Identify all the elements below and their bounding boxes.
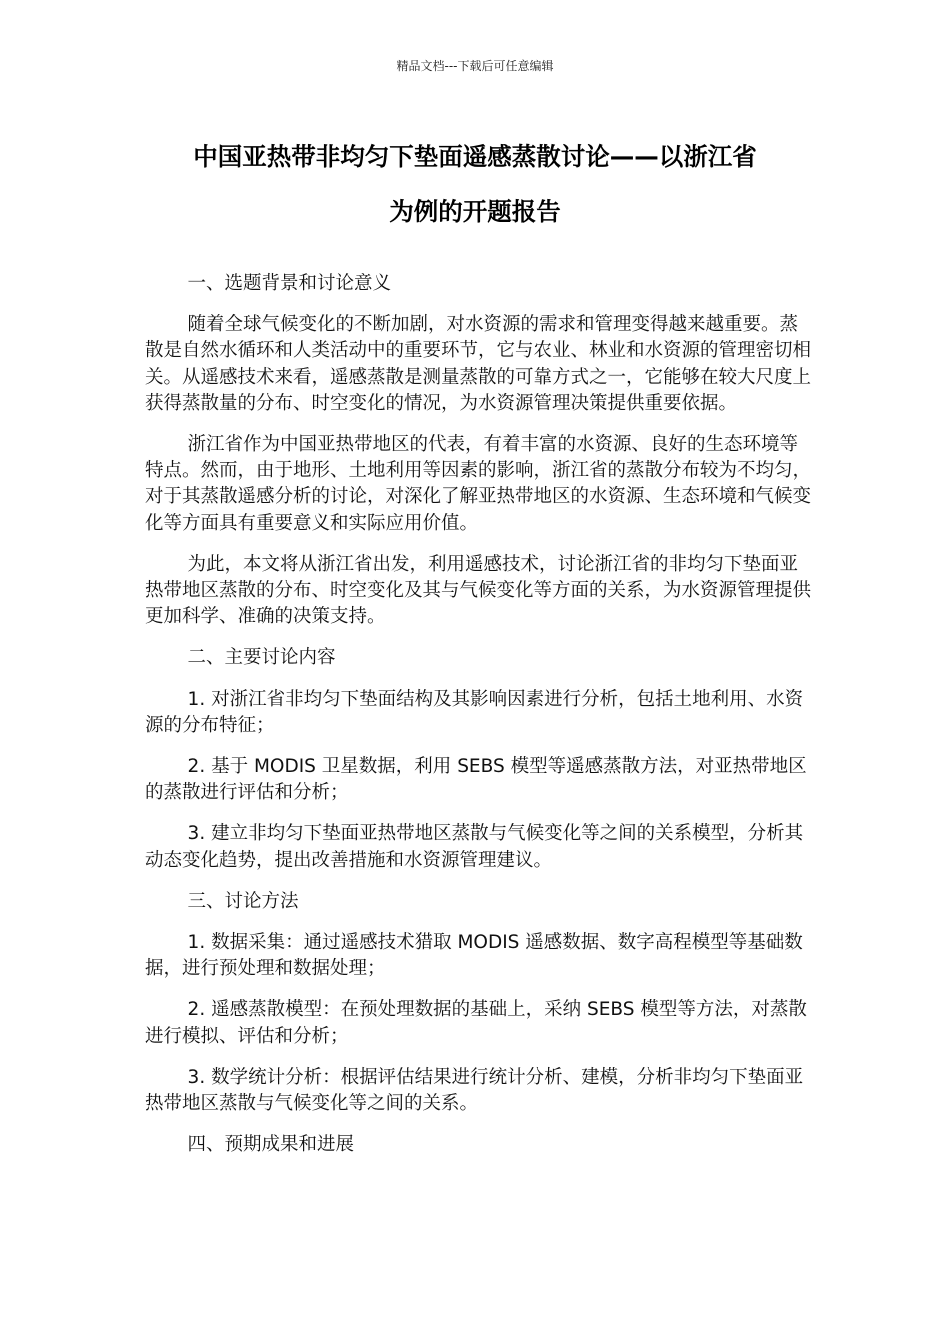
page-header: 精品文档---下载后可任意编辑 bbox=[396, 59, 554, 73]
method-item-2: 2. 遥感蒸散模型：在预处理数据的基础上，采纳 SEBS 模型等方法，对蒸散进行模拟、评估和分析； bbox=[145, 999, 807, 1047]
content-item-3: 3. 建立非均匀下垫面亚热带地区蒸散与气候变化等之间的关系模型，分析其动态变化趋势，提出改善措施和水资源管理建议。 bbox=[145, 823, 804, 871]
document-body bbox=[145, 271, 811, 1173]
paragraph-zhejiang: 浙江省作为中国亚热带地区的代表，有着丰富的水资源、良好的生态环境等特点。然而，由于地形、土地利用等因素的影响，浙江省的蒸散分布较为不均匀，对于其蒸散遥感分析的讨论，对深化了解亚热带地区的水资源、生态环境和气候变化等方面具有重要意义和实际应用价值。 bbox=[145, 434, 812, 534]
section-heading-background: 一、选题背景和讨论意义 bbox=[187, 273, 392, 294]
section-heading-outcomes: 四、预期成果和进展 bbox=[187, 1134, 355, 1156]
content-item-1: 1. 对浙江省非均匀下垫面结构及其影响因素进行分析，包括土地利用、水资源的分布特征； bbox=[145, 688, 804, 736]
paragraph-background: 随着全球气候变化的不断加剧，对水资源的需求和管理变得越来越重要。蒸散是自然水循环和人类活动中的重要环节，它与农业、林业和水资源的管理密切相关。从遥感技术来看，遥感蒸散是测量蒸散的可靠方式之一，它能够在较大尺度上获得蒸散量的分布、时空变化的情况，为水资源管理决策提供重要依据。 bbox=[145, 314, 812, 414]
document-title-line-1: 中国亚热带非均匀下垫面遥感蒸散讨论——以浙江省 bbox=[193, 142, 757, 171]
method-item-1: 1. 数据采集：通过遥感技术猎取 MODIS 遥感数据、数字高程模型等基础数据，进行预处理和数据处理； bbox=[145, 932, 803, 980]
document-title-line-2: 为例的开题报告 bbox=[389, 197, 561, 226]
section-heading-methods: 三、讨论方法 bbox=[187, 890, 299, 912]
paragraph-purpose: 为此，本文将从浙江省出发，利用遥感技术，讨论浙江省的非均匀下垫面亚热带地区蒸散的分布、时空变化及其与气候变化等方面的关系，为水资源管理提供更加科学、准确的决策支持。 bbox=[145, 553, 812, 628]
method-item-3: 3. 数学统计分析：根据评估结果进行统计分析、建模，分析非均匀下垫面亚热带地区蒸散与气候变化等之间的关系。 bbox=[145, 1066, 804, 1115]
section-heading-content: 二、主要讨论内容 bbox=[187, 647, 336, 669]
content-item-2: 2. 基于 MODIS 卫星数据，利用 SEBS 模型等遥感蒸散方法，对亚热带地区的蒸散进行评估和分析； bbox=[145, 756, 807, 804]
